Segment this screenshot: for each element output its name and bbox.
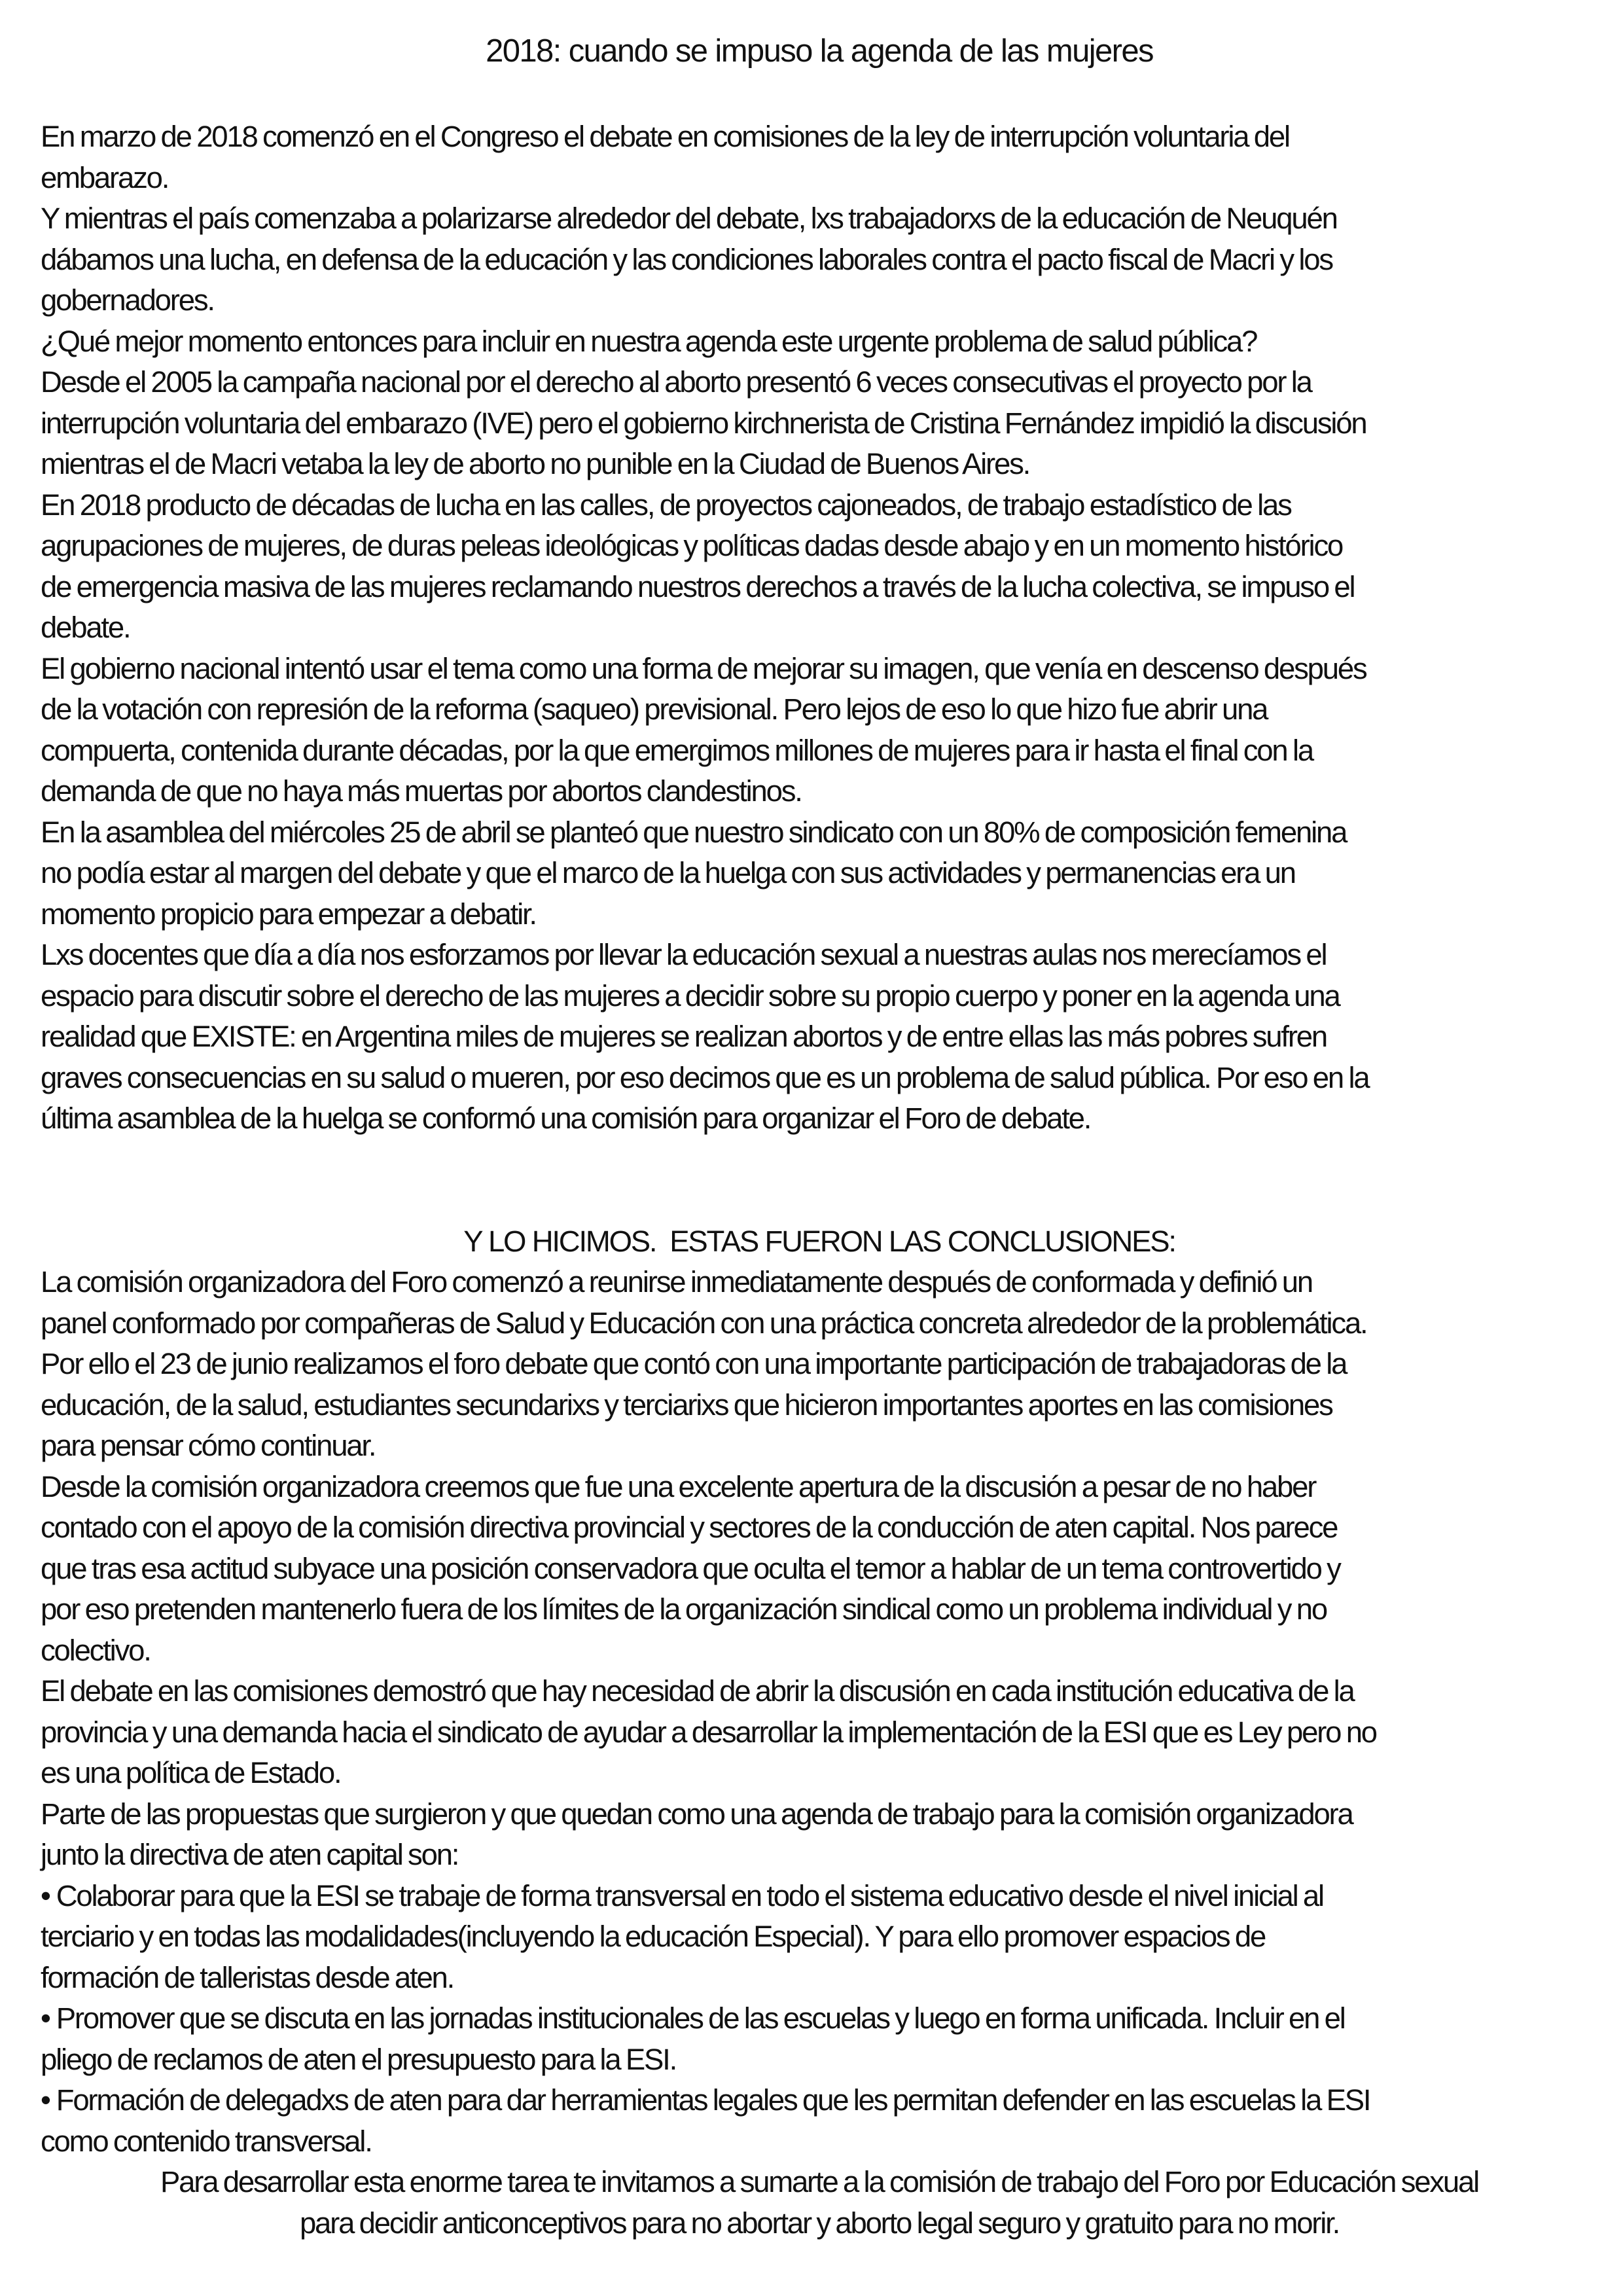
paragraph: [41, 117, 1598, 198]
text-line: de emergencia masiva de las mujeres reclamando nuestros derechos a través de la lucha colectiva, se impuso el: [41, 569, 1355, 603]
bullet-icon: •: [41, 1878, 50, 1912]
text-line: como contenido transversal.: [41, 2124, 372, 2158]
text-line: [41, 1998, 1598, 2039]
paragraph: [41, 321, 1598, 363]
document-page: [41, 0, 1598, 2283]
text-line: realidad que EXISTE: en Argentina miles de mujeres se realizan abortos y de entre ellas las más pobres sufren: [41, 1020, 1327, 1053]
bullet-item: [41, 1876, 1598, 1999]
text-line: Lxs docentes que día a día nos esforzamos por llevar la educación sexual a nuestras aulas nos merecíamos el: [41, 938, 1327, 971]
text-line: [41, 2080, 1598, 2121]
text-line: junto la directiva de aten capital son:: [41, 1838, 459, 1871]
text-line: compuerta, contenida durante décadas, por la que emergimos millones de mujeres para ir hasta el final con la: [41, 733, 1313, 767]
conclusions-heading: Y LO HICIMOS. ESTAS FUERON LAS CONCLUSIONES:: [463, 1224, 1175, 1258]
text-line: demanda de que no haya más muertas por abortos clandestinos.: [41, 774, 802, 808]
paragraph: [41, 1671, 1598, 1794]
text-line: última asamblea de la huelga se conformó una comisión para organizar el Foro de debate.: [41, 1102, 1091, 1135]
text-line: para pensar cómo continuar.: [41, 1429, 376, 1462]
text-line: embarazo.: [41, 160, 169, 194]
text-line: graves consecuencias en su salud o mueren, por eso decimos que es un problema de salud pública. Por eso en la: [41, 1060, 1369, 1094]
text-line: gobernadores.: [41, 283, 214, 317]
document-title: 2018: cuando se impuso la agenda de las mujeres: [486, 33, 1153, 69]
paragraph: [41, 935, 1598, 1139]
text-line: Y mientras el país comenzaba a polarizarse alrededor del debate, lxs trabajadorxs de la educación de Neuquén: [41, 202, 1337, 235]
text-line: El gobierno nacional intentó usar el tema como una forma de mejorar su imagen, que venía en descenso después: [41, 651, 1366, 685]
text-line: educación, de la salud, estudiantes secundarixs y terciarixs que hicieron importantes aportes en las comisiones: [41, 1388, 1332, 1422]
text-line: [41, 1876, 1598, 1917]
bullet-text: Formación de delegadxs de aten para dar herramientas legales que les permitan defender en las escuelas la ESI: [56, 2083, 1370, 2117]
paragraph: [41, 198, 1598, 321]
text-line: El debate en las comisiones demostró que hay necesidad de abrir la discusión en cada institución educativa de la: [41, 1674, 1354, 1708]
text-line: no podía estar al margen del debate y que el marco de la huelga con sus actividades y permanencias era un: [41, 856, 1295, 889]
text-line: formación de talleristas desde aten.: [41, 1960, 454, 1994]
text-line: interrupción voluntaria del embarazo (IVE) pero el gobierno kirchnerista de Cristina Fernández impidió la discusión: [41, 406, 1366, 440]
bullet-text: Colaborar para que la ESI se trabaje de forma transversal en todo el sistema educativo desde el nivel inicial al: [56, 1878, 1323, 1912]
text-line: debate.: [41, 611, 130, 644]
text-line: Por ello el 23 de junio realizamos el foro debate que contó con una importante participación de trabajadoras de la: [41, 1347, 1347, 1380]
paragraph: [41, 1794, 1598, 1876]
text-line: agrupaciones de mujeres, de duras peleas ideológicas y políticas dadas desde abajo y en un momento histórico: [41, 529, 1343, 562]
bullet-text: Promover que se discuta en las jornadas institucionales de las escuelas y luego en forma unificada. Incluir en el: [56, 2001, 1345, 2035]
paragraph: [41, 1467, 1598, 1672]
paragraph: [41, 362, 1598, 485]
paragraph: [41, 485, 1598, 649]
section-spacer: [41, 1139, 1598, 1221]
text-line: es una política de Estado.: [41, 1756, 341, 1789]
text-line: terciario y en todas las modalidades(incluyendo la educación Especial). Y para ello promover espacios de: [41, 1920, 1266, 1953]
conclusions-section: [41, 1262, 1598, 2162]
text-line: que tras esa actitud subyace una posición conservadora que oculta el temor a hablar de un tema controvertido y: [41, 1551, 1340, 1585]
text-line: de la votación con represión de la reforma (saqueo) previsional. Pero lejos de eso lo que hizo fue abrir una: [41, 692, 1268, 726]
bullet-icon: •: [41, 2001, 50, 2035]
paragraph: [41, 812, 1598, 935]
paragraph: [41, 649, 1598, 812]
text-line: momento propicio para empezar a debatir.: [41, 897, 536, 931]
text-line: Para desarrollar esta enorme tarea te invitamos a sumarte a la comisión de trabajo del Foro por Educación sexual: [160, 2165, 1478, 2198]
text-line: provincia y una demanda hacia el sindicato de ayudar a desarrollar la implementación de la ESI que es Ley pero no: [41, 1715, 1376, 1749]
text-line: En marzo de 2018 comenzó en el Congreso el debate en comisiones de la ley de interrupción voluntaria del: [41, 120, 1289, 153]
text-line: por eso pretenden mantenerlo fuera de los límites de la organización sindical como un problema individual y no: [41, 1592, 1327, 1626]
text-line: En 2018 producto de décadas de lucha en las calles, de proyectos cajoneados, de trabajo estadístico de las: [41, 488, 1291, 522]
text-line: La comisión organizadora del Foro comenzó a reunirse inmediatamente después de conformada y definió un: [41, 1265, 1312, 1299]
text-line: Parte de las propuestas que surgieron y que quedan como una agenda de trabajo para la comisión organizadora: [41, 1797, 1353, 1831]
bullet-item: [41, 1998, 1598, 2080]
bullet-item: [41, 2080, 1598, 2162]
intro-section: [41, 117, 1598, 1139]
text-line: mientras el de Macri vetaba la ley de aborto no punible en la Ciudad de Buenos Aires.: [41, 447, 1030, 480]
text-line: contado con el apoyo de la comisión directiva provincial y sectores de la conducción de aten capital. Nos parece: [41, 1511, 1338, 1544]
text-line: En la asamblea del miércoles 25 de abril se planteó que nuestro sindicato con un 80% de composición femenina: [41, 815, 1347, 849]
text-line: panel conformado por compañeras de Salud y Educación con una práctica concreta alrededor de la problemática.: [41, 1306, 1367, 1340]
text-line: espacio para discutir sobre el derecho de las mujeres a decidir sobre su propio cuerpo y poner en la agenda una: [41, 978, 1340, 1013]
text-line: dábamos una lucha, en defensa de la educación y las condiciones laborales contra el pacto fiscal de Macri y los: [41, 242, 1332, 276]
paragraph: [41, 1262, 1598, 1467]
text-line: Desde la comisión organizadora creemos que fue una excelente apertura de la discusión a pesar de no haber: [41, 1469, 1316, 1503]
text-line: ¿Qué mejor momento entonces para incluir en nuestra agenda este urgente problema de salud pública?: [41, 324, 1257, 358]
text-line: para decidir anticonceptivos para no abortar y aborto legal seguro y gratuito para no morir.: [299, 2206, 1340, 2240]
text-line: pliego de reclamos de aten el presupuesto para la ESI.: [41, 2042, 677, 2076]
text-line: colectivo.: [41, 1633, 151, 1667]
text-line: Desde el 2005 la campaña nacional por el derecho al aborto presentó 6 veces consecutivas el proyecto por la: [41, 365, 1311, 399]
closing-invitation: [41, 2162, 1598, 2244]
bullet-icon: •: [41, 2083, 50, 2117]
